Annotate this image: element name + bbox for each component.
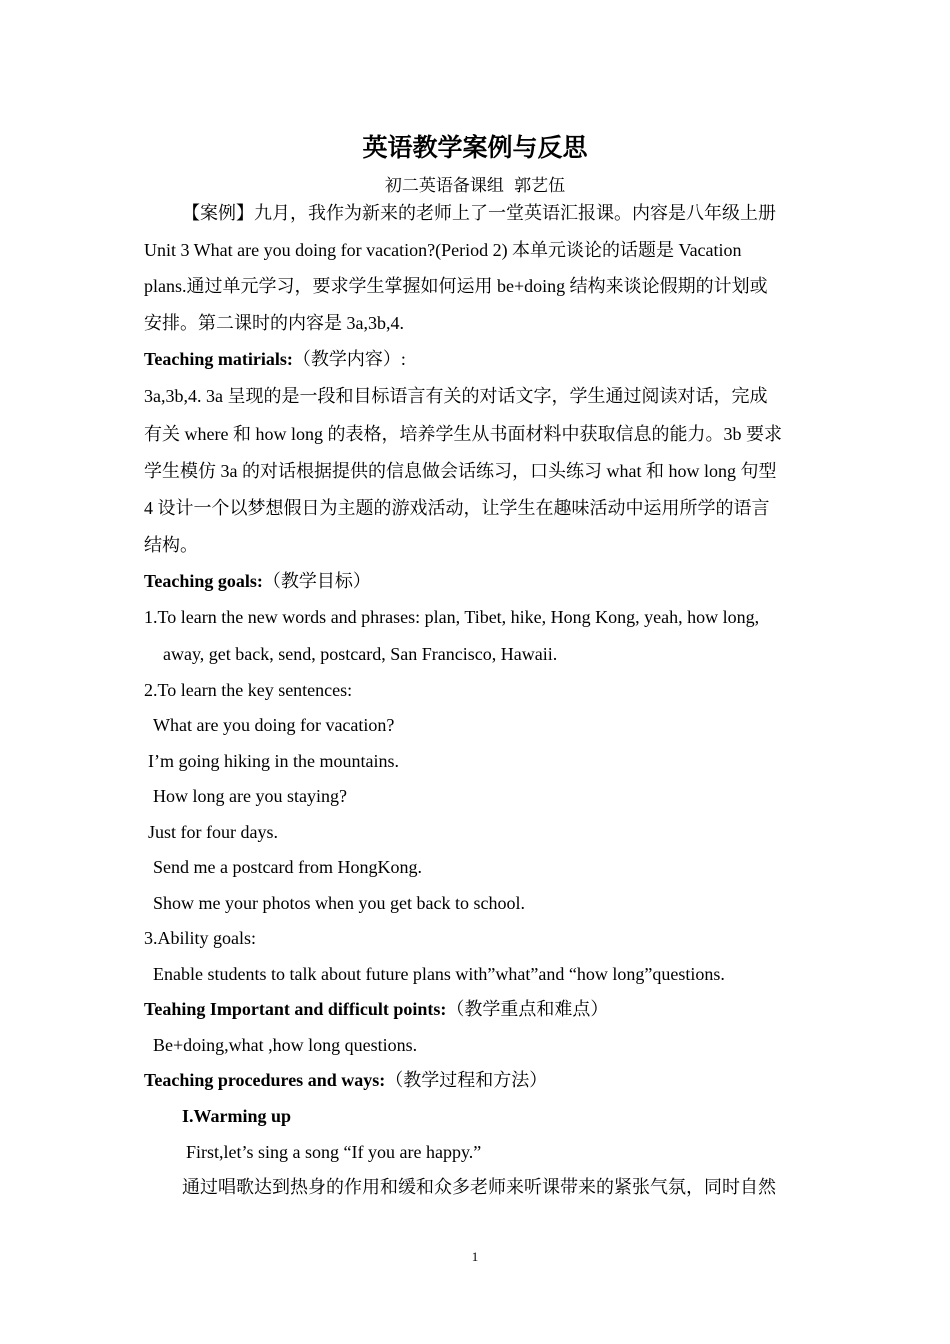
- line-text: Be+doing,what ,how long questions.: [153, 1035, 418, 1055]
- text-line: [144, 1067, 547, 1093]
- text-line: [148, 819, 278, 845]
- line-text: Enable students to talk about future plans with”what”and “how long”questions.: [153, 964, 725, 984]
- text-line: [153, 854, 422, 880]
- text-line: [182, 1174, 776, 1200]
- text-line: [144, 346, 406, 372]
- line-text: （教学过程和方法）: [385, 1070, 548, 1090]
- text-line: [153, 890, 525, 916]
- text-line: [153, 1032, 417, 1058]
- line-text: Unit 3 What are you doing for vacation?(Period 2) 本单元谈论的话题是 Vacation: [144, 240, 742, 260]
- section-heading: I.Warming up: [182, 1106, 292, 1126]
- text-line: [182, 1103, 291, 1129]
- line-text: Just for four days.: [148, 822, 278, 842]
- text-line: [144, 237, 742, 263]
- line-text: First,let’s sing a song “If you are happy.”: [186, 1142, 482, 1162]
- line-text: 1.To learn the new words and phrases: plan, Tibet, hike, Hong Kong, yeah, how long,: [144, 607, 760, 627]
- line-text: （教学内容）:: [292, 349, 406, 369]
- line-text: 有关 where 和 how long 的表格，培养学生从书面材料中获取信息的能力。3b 要求: [144, 424, 782, 444]
- line-text: 4 设计一个以梦想假日为主题的游戏活动，让学生在趣味活动中运用所学的语言: [144, 498, 770, 518]
- line-text: 2.To learn the key sentences:: [144, 680, 353, 700]
- line-text: plans.通过单元学习，要求学生掌握如何运用 be+doing 结构来谈论假期的计划或: [144, 276, 768, 296]
- line-text: Send me a postcard from HongKong.: [153, 857, 422, 877]
- page-number: 1: [471, 1249, 479, 1264]
- section-heading: Teaching matirials:: [144, 349, 293, 369]
- line-text: away, get back, send, postcard, San Francisco, Hawaii.: [163, 644, 558, 664]
- line-text: What are you doing for vacation?: [153, 715, 395, 735]
- text-line: [144, 273, 768, 299]
- line-text: 学生模仿 3a 的对话根据提供的信息做会话练习，口头练习 what 和 how long 句型: [144, 461, 777, 481]
- text-line: [144, 677, 352, 703]
- text-line: [153, 712, 394, 738]
- line-text: 3.Ability goals:: [144, 928, 256, 948]
- section-heading: Teahing Important and difficult points:: [144, 999, 447, 1019]
- line-text: How long are you staying?: [153, 786, 347, 806]
- line-text: （教学重点和难点）: [446, 999, 609, 1019]
- page-title: 英语教学案例与反思: [362, 135, 588, 162]
- line-text: 安排。第二课时的内容是 3a,3b,4.: [144, 313, 404, 333]
- text-line: [182, 200, 776, 226]
- text-line: [144, 532, 198, 558]
- text-line: [144, 495, 770, 521]
- text-line: [153, 961, 725, 987]
- line-text: 结构。: [144, 535, 198, 555]
- text-line: [144, 604, 759, 630]
- section-heading: Teaching goals:: [144, 571, 263, 591]
- section-heading: Teaching procedures and ways:: [144, 1070, 386, 1090]
- text-line: [144, 568, 371, 594]
- line-text: 通过唱歌达到热身的作用和缓和众多老师来听课带来的紧张气氛，同时自然: [182, 1177, 776, 1197]
- author-line: 初二英语备课组 郭艺伍: [384, 176, 566, 196]
- text-line: [144, 421, 782, 447]
- text-line: [144, 458, 776, 484]
- text-line: [144, 383, 767, 409]
- text-line: [144, 310, 404, 336]
- line-text: I’m going hiking in the mountains.: [148, 751, 399, 771]
- text-line: [144, 925, 256, 951]
- line-text: 【案例】九月，我作为新来的老师上了一堂英语汇报课。内容是八年级上册: [182, 203, 776, 223]
- line-text: （教学目标）: [262, 571, 371, 591]
- line-text: 3a,3b,4. 3a 呈现的是一段和目标语言有关的对话文字，学生通过阅读对话，完成: [144, 386, 768, 406]
- text-line: [148, 748, 399, 774]
- text-line: [144, 996, 608, 1022]
- text-line: [186, 1139, 481, 1165]
- text-line: [163, 641, 557, 667]
- text-line: [153, 783, 347, 809]
- line-text: Show me your photos when you get back to school.: [153, 893, 525, 913]
